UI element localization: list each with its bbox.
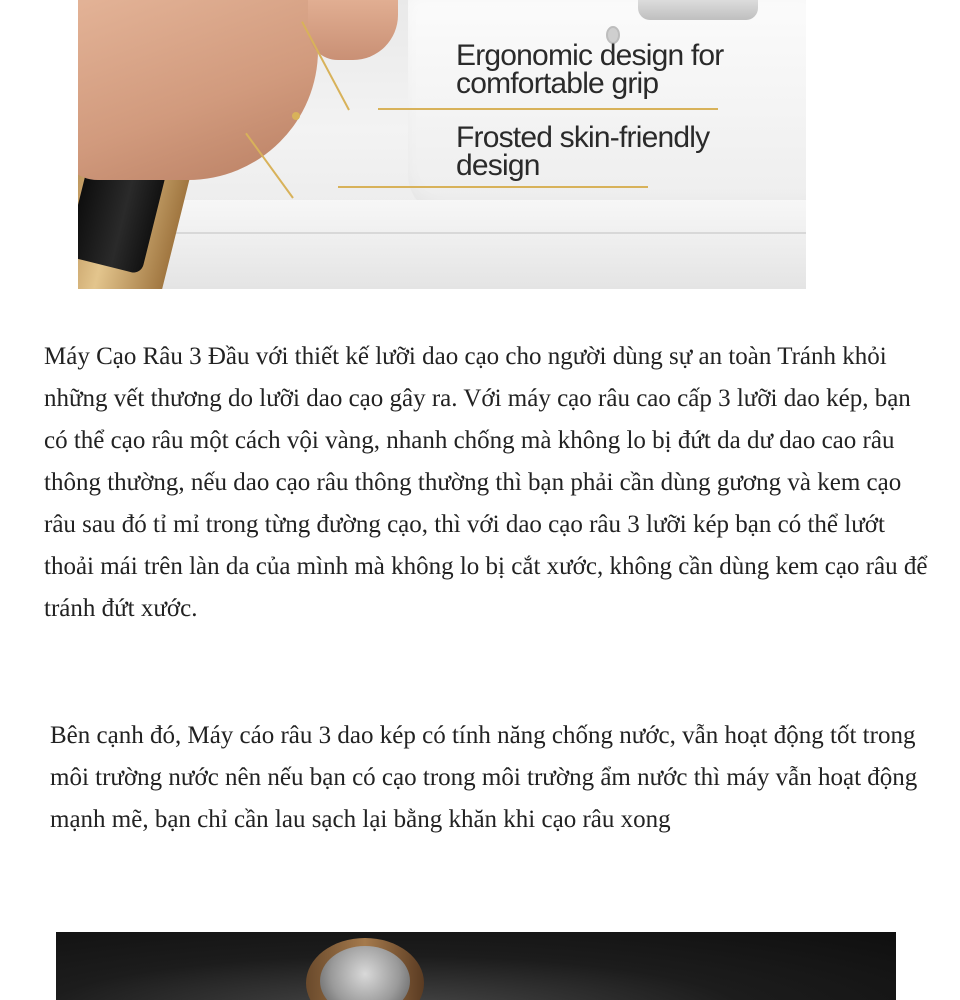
callout-frosted: [456, 121, 710, 182]
callout-ergonomic-line-2: comfortable grip: [456, 67, 659, 100]
product-image-ergonomic: [78, 0, 806, 289]
callout-dot-2: [292, 112, 300, 120]
thumb: [308, 0, 398, 60]
callout-frosted-line-1: Frosted skin-friendly: [456, 121, 710, 154]
counter-edge: [78, 232, 806, 234]
description-paragraph-1: Máy Cạo Râu 3 Đầu với thiết kế lưỡi dao cạo cho người dùng sự an toàn Tránh khỏi những vết thương do lưỡi dao cạo gây ra. Với máy cạo râu cao cấp 3 lưỡi dao kép, bạn có thể cạo râu một cách vội vàng, nhanh chống mà không lo bị đứt da dư dao cao râu thông thường, nếu dao cạo râu thông thường thì bạn phải cần dùng gương và kem cạo râu sau đó tỉ mỉ trong từng đường cạo, thì với dao cạo râu 3 lưỡi kép bạn có thể lướt thoải mái trên làn da của mình mà không lo bị cắt xước, không cần dùng kem cạo râu để tránh đứt xước.: [44, 343, 928, 622]
callout-underline-1: [378, 108, 718, 110]
callout-ergonomic: [456, 39, 724, 100]
callout-underline-2: [338, 186, 648, 188]
description-paragraph-2: Bên cạnh đó, Máy cáo râu 3 dao kép có tính năng chống nước, vẫn hoạt động tốt trong môi trường nước nên nếu bạn có cạo trong môi trường ẩm nước thì máy vẫn hoạt động mạnh mẽ, bạn chỉ cần lau sạch lại bằng khăn khi cạo râu xong: [50, 722, 918, 833]
counter-top: [78, 200, 806, 289]
hand: [78, 0, 318, 180]
callout-frosted-line-2: design: [456, 149, 540, 182]
product-image-shaver-head: [56, 932, 896, 1000]
callout-ergonomic-line-1: Ergonomic design for: [456, 39, 724, 72]
faucet: [638, 0, 758, 20]
